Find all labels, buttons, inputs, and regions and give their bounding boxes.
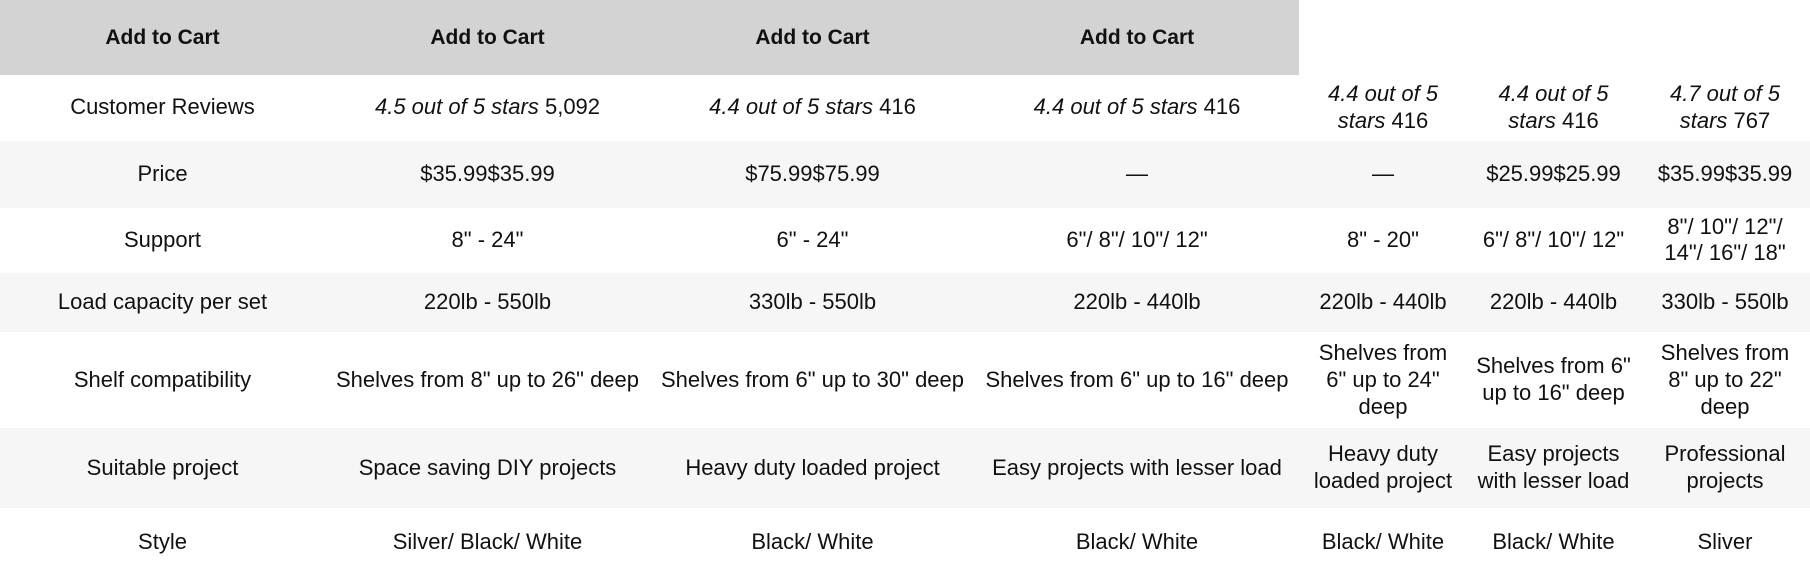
load-capacity-row [0,273,1810,332]
row-label: Style [138,529,187,555]
support-cell: 8"/ 10"/ 12"/ 14"/ 16"/ 18" [1664,213,1786,266]
suitable-project-row [0,428,1810,508]
row-label: Price [0,141,325,208]
review-rating: 4.5 out of 5 stars [374,94,539,120]
review-rating: 4.7 out of 5 stars [1669,81,1781,133]
load-capacity-cell: 220lb - 440lb [975,273,1299,332]
style-cell: Sliver [1697,529,1753,555]
row-label: Customer Reviews [70,94,255,120]
price-cell: $35.99$35.99 [325,141,650,208]
load-capacity-cell: 220lb - 440lb [1299,273,1467,332]
review-count: 416 [879,94,916,120]
review-count: 767 [1733,107,1771,133]
load-capacity-cell: 220lb - 440lb [1467,273,1640,332]
empty-header-cell [1640,0,1810,75]
review-cell [975,75,1299,141]
support-cell: 6"/ 8"/ 10"/ 12" [1482,227,1625,253]
style-cell: Black/ White [1075,529,1199,555]
price-cell: $35.99$35.99 [1640,141,1810,208]
empty-header-cell [1299,0,1467,75]
style-row [0,508,1810,572]
suitable-project-cell: Space saving DIY projects [325,428,650,508]
support-cell: 6"/ 8"/ 10"/ 12" [1066,227,1208,253]
shelf-compatibility-cell: Shelves from 6" up to 30" deep [660,366,965,392]
row-label: Suitable project [0,428,325,508]
row-label: Shelf compatibility [73,366,252,392]
style-cell: Black/ White [751,529,874,555]
review-count: 416 [1391,107,1429,133]
add-to-cart-row [0,0,1810,75]
load-capacity-cell: 330lb - 550lb [1640,273,1810,332]
add-to-cart-button[interactable]: Add to Cart [975,0,1299,75]
shelf-compatibility-cell: Shelves from 6" up to 16" deep [985,366,1289,392]
add-to-cart-button[interactable]: Add to Cart [650,0,975,75]
review-rating: 4.4 out of 5 stars [1498,81,1609,133]
shelf-compatibility-cell: Shelves from 8" up to 26" deep [335,366,640,392]
style-cell: Silver/ Black/ White [392,529,583,555]
shelf-compatibility-cell: Shelves from 6" up to 24" deep [1318,340,1448,419]
style-cell: Black/ White [1492,529,1615,555]
shelf-compatibility-row [0,332,1810,428]
suitable-project-cell: Professional projects [1640,428,1810,508]
customer-reviews-row [0,75,1810,141]
price-cell: $75.99$75.99 [650,141,975,208]
review-count: 416 [1562,107,1599,133]
suitable-project-cell: Easy projects with lesser load [1467,428,1640,508]
price-cell: — [975,141,1299,208]
suitable-project-cell: Heavy duty loaded project [650,428,975,508]
suitable-project-cell: Heavy duty loaded project [1299,428,1467,508]
review-cell [325,75,650,141]
shelf-compatibility-cell: Shelves from 8" up to 22" deep [1660,340,1790,419]
price-cell: $25.99$25.99 [1467,141,1640,208]
support-cell: 8" - 20" [1347,227,1419,253]
review-cell [1640,75,1810,141]
row-label: Load capacity per set [0,273,325,332]
shelf-compatibility-cell: Shelves from 6" up to 16" deep [1476,353,1631,406]
review-cell [650,75,975,141]
review-cell [1467,75,1640,141]
review-rating: 4.4 out of 5 stars [709,94,874,120]
review-count: 416 [1203,94,1241,120]
support-cell: 8" - 24" [451,227,524,253]
support-row [0,208,1810,274]
load-capacity-cell: 330lb - 550lb [650,273,975,332]
review-count: 5,092 [544,94,601,120]
review-rating: 4.4 out of 5 stars [1327,81,1439,133]
support-cell: 6" - 24" [776,227,849,253]
suitable-project-cell: Easy projects with lesser load [975,428,1299,508]
row-label: Support [123,227,202,253]
review-rating: 4.4 out of 5 stars [1033,94,1198,120]
price-row [0,141,1810,208]
review-cell [1299,75,1467,141]
style-cell: Black/ White [1321,529,1445,555]
empty-header-cell [1467,0,1640,75]
price-cell: — [1299,141,1467,208]
add-to-cart-button[interactable]: Add to Cart [0,0,325,75]
add-to-cart-button[interactable]: Add to Cart [325,0,650,75]
load-capacity-cell: 220lb - 550lb [325,273,650,332]
